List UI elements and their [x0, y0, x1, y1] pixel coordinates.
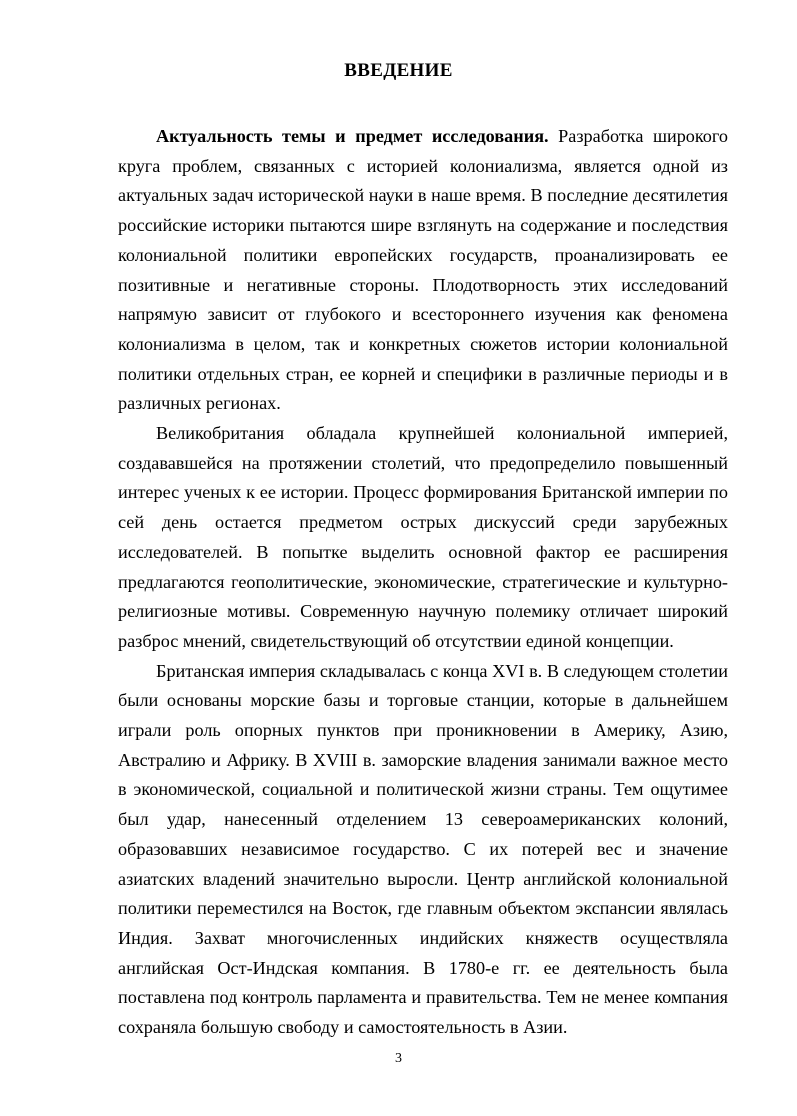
section-heading: ВВЕДЕНИЕ [344, 60, 453, 81]
paragraph-british-empire: Британская империя складывалась с конца XVI в. В следующем столетии были основаны морские базы и торговые станции, которые в дальнейшем играли роль опорных пунктов при проникновении в Америку, Азию, Австралию и Африку. В XVIII в. заморские владения занимали важное место в экономической, социальной и политической жизни страны. Тем ощутимее был удар, нанесенный отделением 13 североамериканских колоний, образовавших независимое государство. С их потерей вес и значение азиатских владений значительно выросли. Центр английской колониальной политики переместился на Восток, где главным объектом экспансии являлась Индия. Захват многочисленных индийских княжеств осуществляла английская Ост-Индская компания. В 1780-е гг. ее деятельность была поставлена под контроль парламента и правительства. Тем не менее компания сохраняла большую свободу и самостоятельность в Азии. [118, 660, 728, 1038]
paragraph-text: Разработка широкого круга проблем, связанных с историей колониализма, является одной из актуальных задач исторической науки в наше время. В последние десятилетия российские историки пытаются шире взглянуть на содержание и последствия колониальной политики европейских государств, проанализировать ее позитивные и негативные стороны. Плодотворность этих исследований напрямую зависит от глубокого и всестороннего изучения как феномена колониализма в целом, так и конкретных сюжетов истории колониальной политики отдельных стран, ее корней и специфики в различные периоды и в различных регионах. [118, 126, 728, 414]
paragraph-lead: Актуальность темы и предмет исследования. [156, 126, 549, 146]
page-number: 3 [395, 1051, 402, 1066]
paragraph-relevance [118, 122, 728, 419]
paragraph-great-britain: Великобритания обладала крупнейшей колониальной империей, создававшейся на протяжении столетий, что предопределило повышенный интерес ученых к ее истории. Процесс формирования Британской империи по сей день остается предметом острых дискуссий среди зарубежных исследователей. В попытке выделить основной фактор ее расширения предлагаются геополитические, экономические, стратегические и культурно-религиозные мотивы. Современную научную полемику отличает широкий разброс мнений, свидетельствующий об отсутствии единой концепции. [118, 423, 728, 651]
body-text [118, 122, 728, 1043]
